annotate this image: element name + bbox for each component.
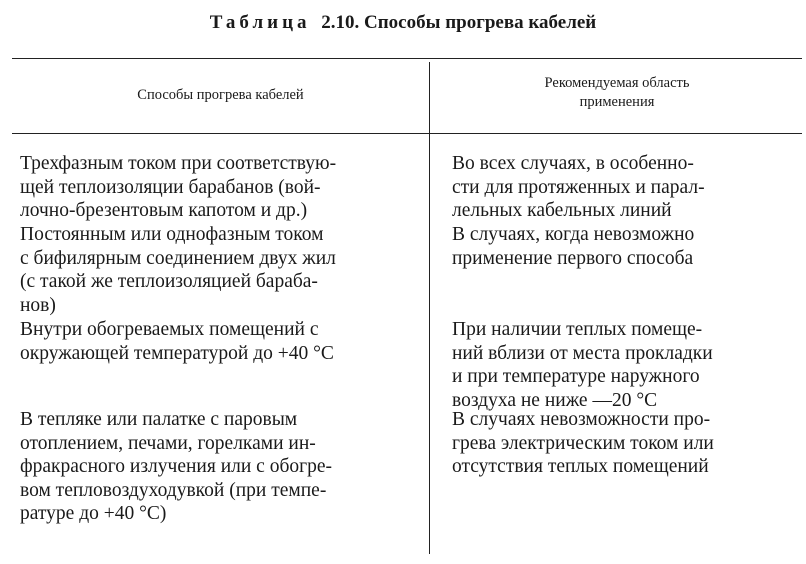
text-line: В случаях невозможности про- bbox=[452, 409, 711, 430]
text-line: При наличии теплых помеще- bbox=[452, 319, 703, 340]
text-line: нов) bbox=[20, 294, 56, 316]
text-line: В случаях, когда невозможно bbox=[452, 224, 695, 245]
text-line: с бифилярным соединением двух жил bbox=[20, 247, 336, 269]
text-line: грева электрическим током или bbox=[452, 432, 714, 454]
row-4-method bbox=[20, 408, 332, 526]
text-line: лельных кабельных линий bbox=[452, 200, 672, 221]
text-line: Внутри обогреваемых помещений с bbox=[20, 319, 319, 340]
text-line: щей теплоизоляции барабанов (вой- bbox=[20, 176, 321, 198]
table-header-rule bbox=[12, 133, 802, 134]
text-line: ний вблизи от места прокладки bbox=[452, 342, 713, 364]
text-line: окружающей температурой до +40 °С bbox=[20, 342, 334, 364]
table-title-text: Способы прогрева кабелей bbox=[364, 12, 597, 33]
row-4-application bbox=[452, 408, 714, 479]
row-3-application bbox=[452, 318, 713, 412]
text-line: (с такой же теплоизоляцией бараба- bbox=[20, 271, 318, 292]
text-line: лочно-брезентовым капотом и др.) bbox=[20, 200, 308, 221]
text-line: отсутствия теплых помещений bbox=[452, 456, 709, 477]
column-header-application bbox=[432, 74, 802, 112]
text-line: Во всех случаях, в особенно- bbox=[452, 153, 694, 174]
table-title-prefix: Таблица bbox=[209, 12, 311, 33]
row-2-method bbox=[20, 223, 336, 317]
column-header-method-label: Способы прогрева кабелей bbox=[137, 87, 304, 103]
table-title bbox=[0, 12, 806, 34]
table-column-divider bbox=[429, 62, 430, 554]
column-header-application-line: Рекомендуемая область bbox=[544, 75, 690, 91]
text-line: воздуха не ниже —20 °С bbox=[452, 389, 658, 411]
text-line: В тепляке или палатке с паровым bbox=[20, 409, 298, 430]
text-line: ратуре до +40 °С) bbox=[20, 503, 167, 524]
table-top-rule bbox=[12, 58, 802, 59]
text-line: сти для протяженных и парал- bbox=[452, 176, 705, 198]
text-line: фракрасного излучения или с обогре- bbox=[20, 456, 333, 477]
row-2-application bbox=[452, 223, 694, 270]
text-line: вом тепловоздуходувкой (при темпе- bbox=[20, 479, 327, 501]
row-1-application bbox=[452, 152, 705, 223]
table-title-number: 2.10. bbox=[321, 12, 360, 33]
text-line: Трехфазным током при соответствую- bbox=[20, 153, 337, 174]
text-line: применение первого способа bbox=[452, 247, 694, 269]
text-line: и при температуре наружного bbox=[452, 366, 700, 387]
text-line: Постоянным или однофазным током bbox=[20, 224, 324, 245]
column-header-application-line: применения bbox=[579, 94, 655, 110]
column-header-method bbox=[12, 86, 429, 105]
text-line: отоплением, печами, горелками ин- bbox=[20, 432, 316, 454]
row-3-method bbox=[20, 318, 334, 365]
row-1-method bbox=[20, 152, 336, 223]
